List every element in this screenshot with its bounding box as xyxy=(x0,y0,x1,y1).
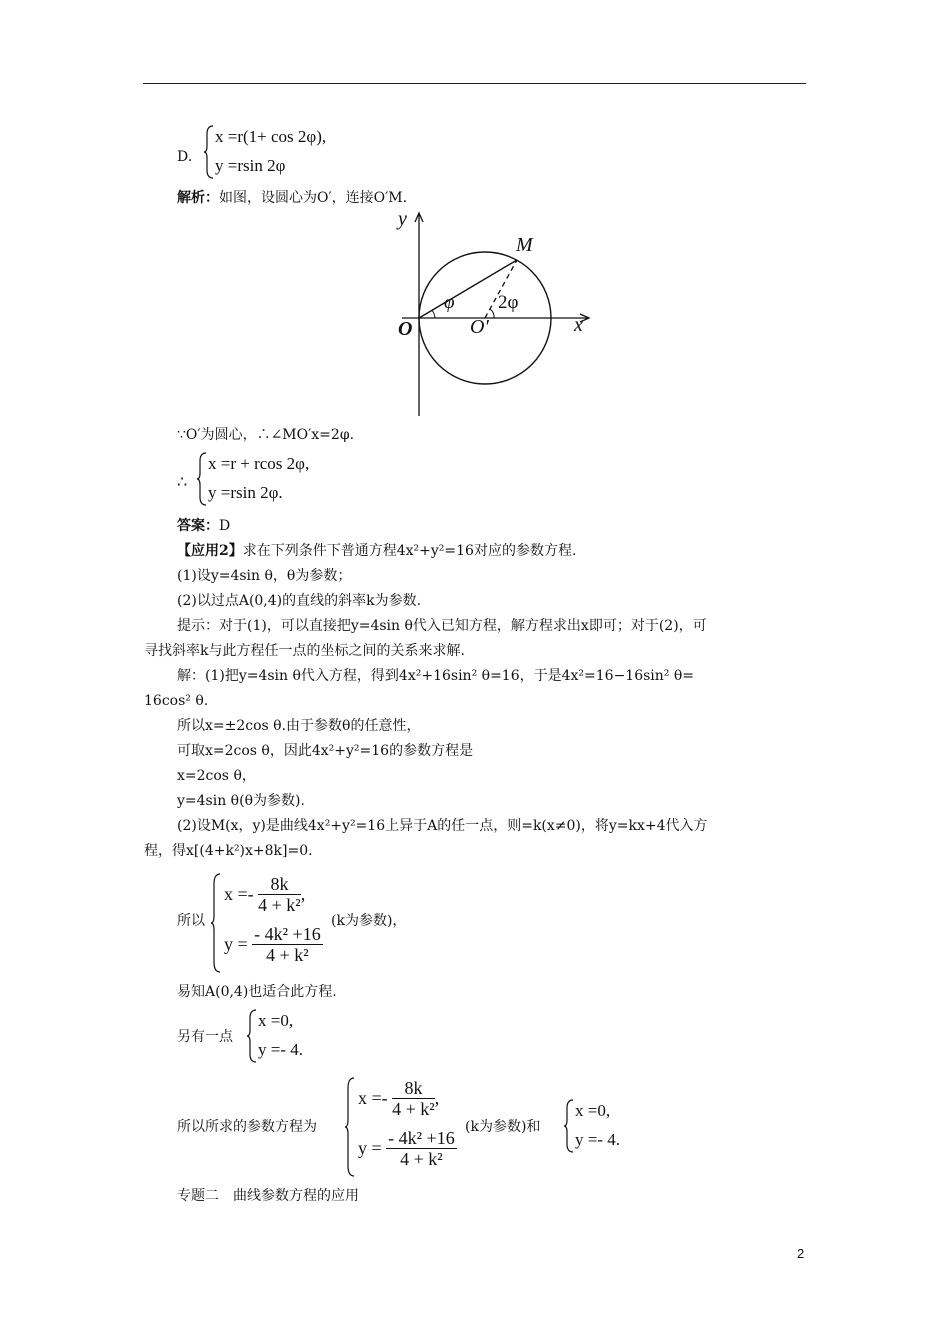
figure-angle2-label: 2φ xyxy=(498,292,519,313)
solution-line5: x=2cos θ， xyxy=(177,768,256,784)
final-brace2 xyxy=(563,1098,575,1154)
another-point-prefix: 另有一点 xyxy=(177,1029,233,1045)
analysis-line xyxy=(177,189,407,207)
answer-line xyxy=(177,517,230,535)
figure-point-label: M xyxy=(516,234,533,256)
figure-angle1-label: φ xyxy=(444,292,455,313)
sysk-y-row xyxy=(224,924,323,965)
final-brace xyxy=(344,1076,356,1178)
therefore-line1: x =r + rcos 2φ, xyxy=(208,454,310,473)
final-line1: x =0, xyxy=(575,1101,611,1120)
therefore-symbol: ∴ xyxy=(177,472,188,491)
figure-y-label: y xyxy=(398,208,407,230)
app2-text: 求在下列条件下普通方程4x²+y²=16对应的参数方程. xyxy=(242,543,577,559)
app2-line xyxy=(177,542,576,560)
sysk-x-den: 4 + k² xyxy=(258,895,301,915)
circle-figure xyxy=(390,208,600,420)
answer-label: 答案： xyxy=(177,518,219,534)
sysk-y-frac xyxy=(252,924,323,965)
app2-item2: (2)以过点A(0,4)的直线的斜率k为参数. xyxy=(177,593,422,609)
final-y-den: 4 + k² xyxy=(400,1149,443,1169)
solution-line2: 16cos² θ. xyxy=(144,693,209,709)
solution-line4: 可取x=2cos θ，因此4x²+y²=16的参数方程是 xyxy=(177,743,474,759)
header-rule xyxy=(143,83,806,84)
final-prefix: 所以所求的参数方程为 xyxy=(177,1119,317,1135)
since-line: ∵O′为圆心，∴∠MO′x=2φ. xyxy=(177,427,355,443)
figure-origin-label: O xyxy=(398,318,413,340)
another-point-brace xyxy=(246,1008,258,1064)
final-x-lhs: x =- xyxy=(358,1088,388,1108)
sysk-brace xyxy=(210,872,222,974)
final-y-row xyxy=(358,1128,457,1169)
sysk-x-num: 8k xyxy=(258,874,301,895)
hint-line2: 寻找斜率k与此方程任一点的坐标之间的关系来求解. xyxy=(144,643,465,659)
solution-line6: y=4sin θ(θ为参数). xyxy=(177,793,305,809)
sysk-prefix: 所以 xyxy=(177,913,205,929)
app2-tag: 【应用2】 xyxy=(177,543,243,559)
option-d-line2: y =rsin 2φ xyxy=(215,156,286,175)
final-line2: y =- 4. xyxy=(575,1130,620,1149)
sysk-suffix: (k为参数)， xyxy=(331,913,407,929)
solution-line1: 解：(1)把y=4sin θ代入方程，得到4x²+16sin² θ=16，于是4x²=16−16sin² θ= xyxy=(177,668,695,684)
sysk-y-den: 4 + k² xyxy=(266,945,309,965)
final-mid: (k为参数)和 xyxy=(465,1119,541,1135)
option-d-brace xyxy=(203,124,215,180)
sysk-y-lhs: y = xyxy=(224,934,248,954)
figure-center-label: O′ xyxy=(470,316,489,338)
sysk-x-row: x =- $\frac{8k}{\text{4 + k²}}$ , xyxy=(224,874,306,915)
figure-x-label: x xyxy=(574,314,583,336)
final-x-den: 4 + k² xyxy=(392,1099,435,1119)
sysk-y-num: - 4k² +16 xyxy=(254,924,321,944)
option-d-line1: x =r(1+ cos 2φ), xyxy=(215,127,327,146)
solution-line8: 程，得x[(4+k²)x+8k]=0. xyxy=(144,843,313,859)
final-y-lhs: y = xyxy=(358,1138,382,1158)
analysis-label: 解析： xyxy=(177,190,219,206)
solution-line7: (2)设M(x，y)是曲线4x²+y²=16上异于A的任一点，则=k(x≠0)，将y=kx+4代入方 xyxy=(177,818,708,834)
section-title: 专题二 曲线参数方程的应用 xyxy=(177,1188,359,1204)
option-d-label: D. xyxy=(177,149,193,165)
analysis-text: 如图，设圆心为O′，连接O′M. xyxy=(219,190,408,206)
final-x-row: x =- $\frac{8k}{\text{4 + k²}}$ , xyxy=(358,1078,440,1119)
therefore-line2: y =rsin 2φ. xyxy=(208,483,283,502)
final-y-frac xyxy=(386,1128,457,1169)
app2-item1: (1)设y=4sin θ，θ为参数； xyxy=(177,568,352,584)
hint-line1: 提示：对于(1)，可以直接把y=4sin θ代入已知方程，解方程求出x即可；对于(2)，可 xyxy=(177,618,707,634)
also-fits: 易知A(0,4)也适合此方程. xyxy=(177,984,337,1000)
another-point-line1: x =0, xyxy=(258,1011,294,1030)
page-number: 2 xyxy=(797,1246,805,1261)
final-x-frac xyxy=(392,1078,435,1119)
sysk-x-frac xyxy=(258,874,301,915)
final-y-num: - 4k² +16 xyxy=(388,1128,455,1148)
solution-line3: 所以x=±2cos θ.由于参数θ的任意性， xyxy=(177,718,421,734)
therefore-brace xyxy=(196,451,208,507)
another-point-line2: y =- 4. xyxy=(258,1040,303,1059)
sysk-x-lhs: x =- xyxy=(224,884,254,904)
answer-value: D xyxy=(219,518,231,534)
final-x-num: 8k xyxy=(392,1078,435,1099)
